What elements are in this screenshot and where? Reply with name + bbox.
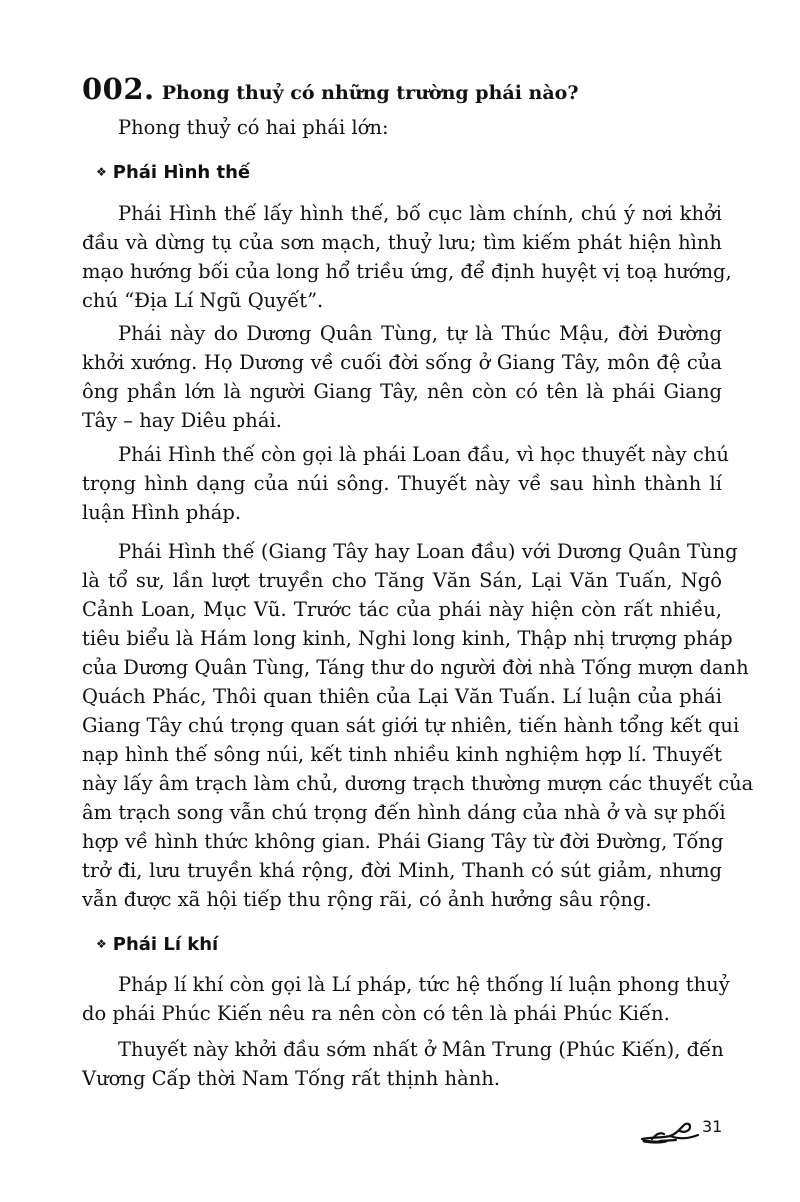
section-heading-hinh-the: ❖ Phái Hình thế [96,162,251,183]
text-line: mạo hướng bối của long hổ triều ứng, để định huyệt vị toạ hướng, [82,260,732,283]
paragraph [82,319,722,435]
text-line: luận Hình pháp. [82,501,242,524]
text-line: trọng hình dạng của núi sông. Thuyết này về sau hình thành lí [82,472,722,495]
diamond-bullet-icon: ❖ [96,937,107,951]
intro-line: Phong thuỷ có hai phái lớn: [118,116,389,139]
text-line: vẫn được xã hội tiếp thu rộng rãi, có ảnh hưởng sâu rộng. [82,888,652,911]
page-footer [640,1117,740,1145]
text-line: chú “Địa Lí Ngũ Quyết”. [82,289,324,312]
text-line: do phái Phúc Kiến nêu ra nên còn có tên là phái Phúc Kiến. [82,1002,670,1025]
text-line: hợp về hình thức không gian. Phái Giang Tây từ đời Đường, Tống [82,830,724,853]
text-line: ông phần lớn là người Giang Tây, nên còn có tên là phái Giang [82,380,722,403]
diamond-bullet-icon: ❖ [96,165,107,179]
question-heading [82,72,742,106]
paragraph [82,1035,722,1093]
text-line: Tây – hay Diêu phái. [82,409,282,432]
page-number: 31 [702,1117,723,1136]
text-line: Vương Cấp thời Nam Tống rất thịnh hành. [82,1067,501,1090]
text-line: Cảnh Loan, Mục Vũ. Trước tác của phái này hiện còn rất nhiều, [82,598,722,621]
text-line: của Dương Quân Tùng, Táng thư do người đời nhà Tống mượn danh [82,656,749,679]
section-heading-li-khi: ❖ Phái Lí khí [96,934,219,955]
paragraph [82,440,729,527]
text-line: đầu và dừng tụ của sơn mạch, thuỷ lưu; tìm kiếm phát hiện hình [82,231,722,254]
text-line: là tổ sư, lần lượt truyền cho Tăng Văn Sán, Lại Văn Tuấn, Ngô [82,569,722,592]
text-line: Phái này do Dương Quân Tùng, tự là Thúc Mậu, đời Đường [118,322,722,345]
text-line: Phái Hình thế còn gọi là phái Loan đầu, vì học thuyết này chú [118,443,729,466]
question-title: Phong thuỷ có những trường phái nào? [161,82,579,104]
text-line: này lấy âm trạch làm chủ, dương trạch thường mượn các thuyết của [82,772,754,795]
text-line: nạp hình thế sông núi, kết tinh nhiều kinh nghiệm hợp lí. Thuyết [82,743,722,766]
text-line: âm trạch song vẫn chú trọng đến hình dáng của nhà ở và sự phối [82,801,726,824]
text-line: khởi xướng. Họ Dương về cuối đời sống ở Giang Tây, môn đệ của [82,351,722,374]
text-line: Giang Tây chú trọng quan sát giới tự nhiên, tiến hành tổng kết qui [82,714,740,737]
text-line: Thuyết này khởi đầu sớm nhất ở Mân Trung (Phúc Kiến), đến [118,1038,724,1061]
text-line: Quách Phác, Thôi quan thiên của Lại Văn Tuấn. Lí luận của phái [82,685,722,708]
text-line: Phái Hình thế lấy hình thế, bố cục làm chính, chú ý nơi khởi [118,202,722,225]
paragraph [82,199,732,315]
paragraph [82,970,730,1028]
intro-paragraph [82,113,722,142]
text-line: trở đi, lưu truyền khá rộng, đời Minh, Thanh có sút giảm, nhưng [82,859,722,882]
text-line: Pháp lí khí còn gọi là Lí pháp, tức hệ thống lí luận phong thuỷ [118,973,730,996]
text-line: Phái Hình thế (Giang Tây hay Loan đầu) với Dương Quân Tùng [118,540,738,563]
text-line: tiêu biểu là Hám long kinh, Nghi long kinh, Thập nhị trượng pháp [82,627,733,650]
question-number: 002. [82,72,155,106]
flourish-ornament-icon [640,1117,702,1145]
paragraph [82,537,754,914]
